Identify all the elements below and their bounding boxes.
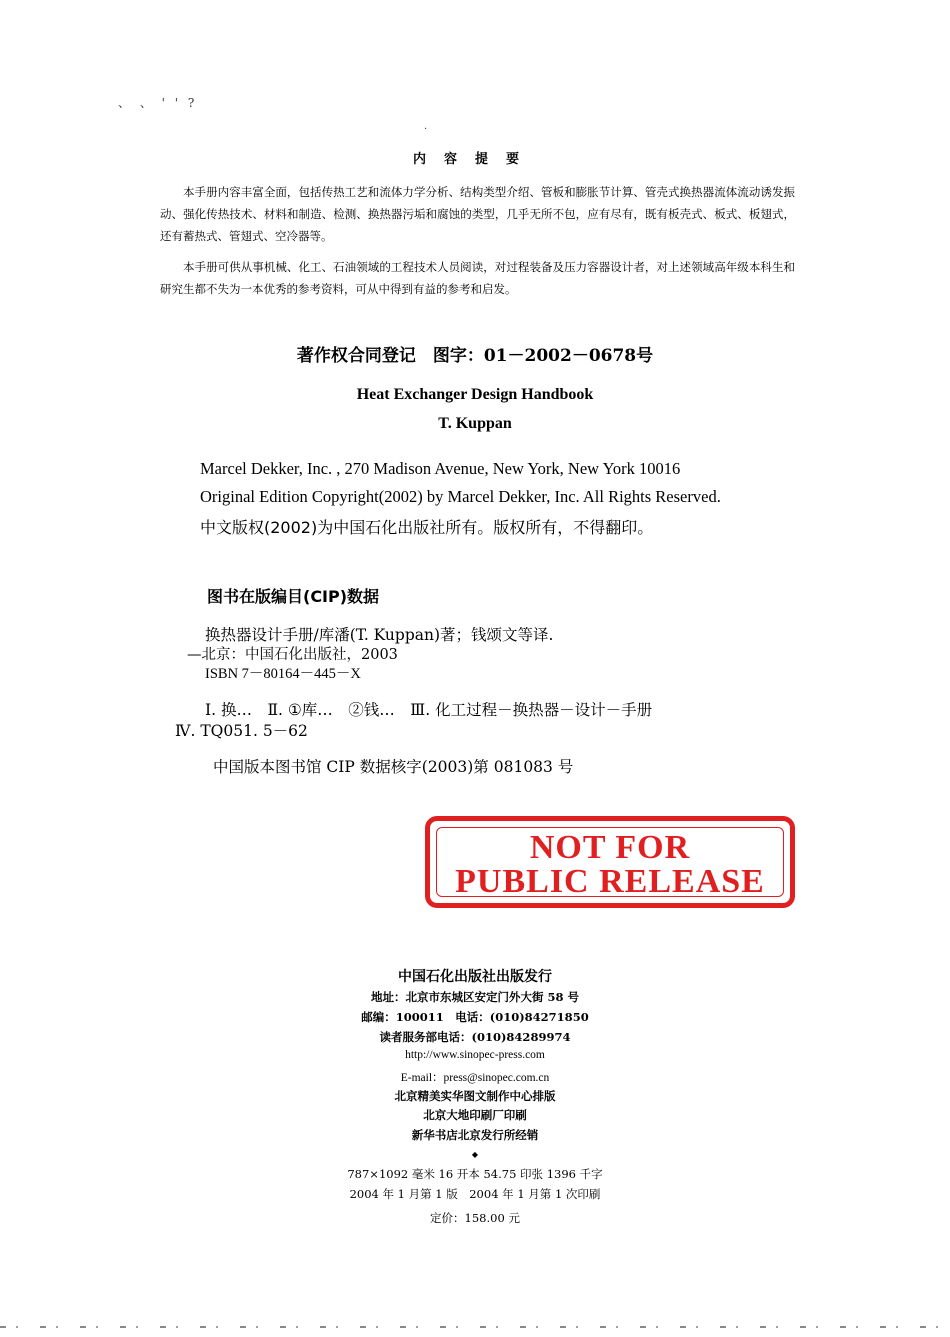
cip-line-1: 换热器设计手册/库潘(T. Kuppan)著；钱颂文等译. (205, 626, 554, 644)
cip-heading: 图书在版编目(CIP)数据 (207, 587, 380, 606)
scan-corner-marks: 、 、 ' ' ? (118, 96, 198, 110)
colophon-email: E-mail：press@sinopec.com.cn (400, 1072, 550, 1084)
publisher-address: Marcel Dekker, Inc. , 270 Madison Avenue, New York, New York 10016 (200, 459, 681, 478)
original-copyright: Original Edition Copyright(2002) by Marcel Dekker, Inc. All Rights Reserved. (200, 487, 721, 506)
colophon-dot: ◆ (471, 1150, 479, 1159)
abstract-title: 内容提要 (412, 152, 537, 167)
colophon-price: 定价：158.00 元 (430, 1211, 520, 1225)
scan-bottom-edge (0, 1326, 950, 1328)
colophon-typesetting: 北京精美实华图文制作中心排版 (394, 1089, 556, 1103)
scan-dot: · (424, 124, 428, 135)
colophon-postcode-phone: 邮编：100011 电话：(010)84271850 (361, 1010, 589, 1024)
colophon-edition: 2004 年 1 月第 1 版 2004 年 1 月第 1 次印刷 (349, 1187, 601, 1201)
english-author: T. Kuppan (438, 415, 512, 432)
colophon-website: http://www.sinopec-press.com (405, 1049, 545, 1061)
colophon-heading: 中国石化出版社出版发行 (398, 969, 552, 985)
cip-line-6: 中国版本图书馆 CIP 数据核字(2003)第 081083 号 (213, 758, 574, 776)
chinese-copyright: 中文版权(2002)为中国石化出版社所有。版权所有，不得翻印。 (200, 518, 654, 537)
colophon-distribution: 新华书店北京发行所经销 (411, 1128, 539, 1142)
cip-line-2: —北京：中国石化出版社，2003 (187, 647, 398, 663)
stamp-line-2: PUBLIC RELEASE (455, 863, 765, 900)
stamp-line-1: NOT FOR (529, 829, 691, 866)
cip-line-4: Ⅰ. 换… Ⅱ. ①库… ②钱… Ⅲ. 化工过程－换热器－设计－手册 (205, 701, 653, 719)
colophon-address: 地址：北京市东城区安定门外大街 58 号 (370, 990, 579, 1004)
not-for-release-stamp (425, 816, 795, 908)
colophon-printing: 北京大地印刷厂印刷 (423, 1108, 527, 1122)
cip-line-5: Ⅳ. TQ051. 5－62 (175, 722, 308, 740)
abstract-paragraph-2: 本手册可供从事机械、化工、石油领域的工程技术人员阅读，对过程装备及压力容器设计者，对上述领域高年级本科生和研究生都不失为一本优秀的参考资料，可从中得到有益的参考和启发。 (160, 260, 795, 296)
copyright-registration: 著作权合同登记 图字：01－2002－0678号 (296, 346, 654, 366)
english-title: Heat Exchanger Design Handbook (356, 386, 594, 403)
colophon-specs: 787×1092 毫米 16 开本 54.75 印张 1396 千字 (347, 1167, 603, 1181)
cip-isbn: ISBN 7－80164－445－X (205, 666, 361, 682)
colophon-service-phone: 读者服务部电话：(010)84289974 (379, 1030, 571, 1044)
abstract-paragraph-1: 本手册内容丰富全面，包括传热工艺和流体力学分析、结构类型介绍、管板和膨胀节计算、管壳式换热器流体流动诱发振动、强化传热技术、材料和制造、检测、换热器污垢和腐蚀的类型，几乎无所不包，应有尽有，既有板壳式、板式、板翅式，还有蓄热式、管翅式、空冷器等。 (160, 185, 795, 243)
